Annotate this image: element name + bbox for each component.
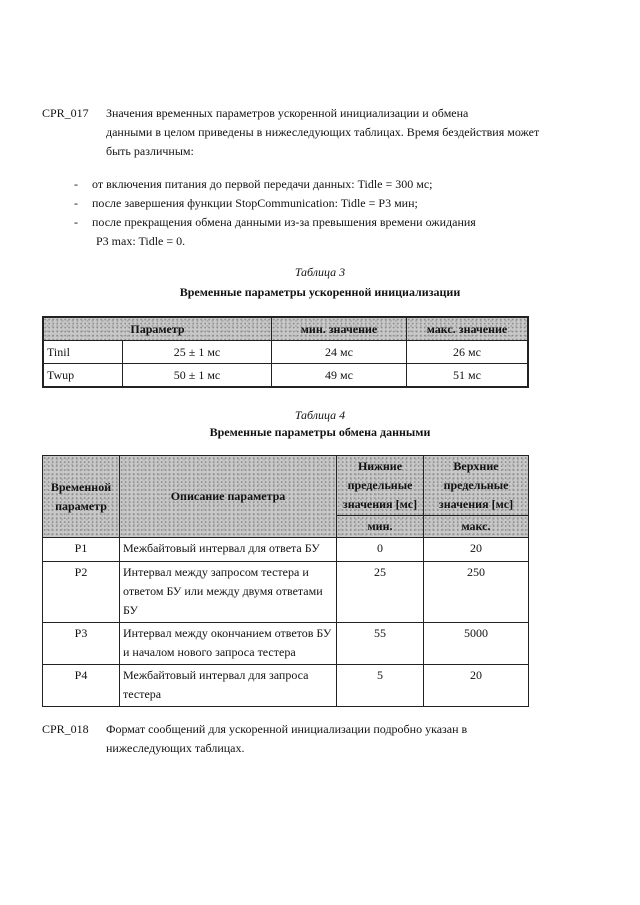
- cell-max: 26 мс: [407, 341, 529, 364]
- cell-max: 5000: [424, 623, 529, 665]
- cell-max: 20: [424, 538, 529, 562]
- cell-min: 49 мс: [272, 364, 407, 388]
- exchange-timing-table: [42, 455, 529, 707]
- cell-min: 0: [337, 538, 424, 562]
- paragraph-line: нижеследующих таблицах.: [106, 741, 245, 755]
- table-row: [43, 364, 528, 388]
- table-row: [43, 623, 529, 665]
- cell-param: P1: [43, 538, 120, 562]
- cell-param: P2: [43, 562, 120, 623]
- header-upper-limits: Верхние предельные значения [мс]: [424, 456, 529, 516]
- header-max: макс.: [424, 516, 529, 538]
- paragraph-label: CPR_017: [42, 106, 89, 120]
- header-min: мин.: [337, 516, 424, 538]
- table-header-row: [43, 456, 529, 516]
- table3-title: Временные параметры ускоренной инициализации: [179, 285, 461, 299]
- table4-title: Временные параметры обмена данными: [209, 425, 431, 439]
- table3-caption: Таблица 3: [294, 265, 346, 279]
- cell-param: P3: [43, 623, 120, 665]
- table-header-row: [43, 317, 528, 341]
- cell-max: 51 мс: [407, 364, 529, 388]
- cell-min: 25: [337, 562, 424, 623]
- cell-name: Tinil: [43, 341, 123, 364]
- list-item-continuation: P3 max: Tidle = 0.: [96, 234, 186, 248]
- paragraph-line: быть различным:: [106, 144, 194, 158]
- cell-param: 50 ± 1 мс: [123, 364, 272, 388]
- table-row: [43, 665, 529, 707]
- list-item: - после завершения функции StopCommunication: Tidle = P3 мин;: [74, 194, 544, 213]
- cell-description: Интервал между окончанием ответов БУ и началом нового запроса тестера: [120, 623, 337, 665]
- paragraph-line: Значения временных параметров ускоренной инициализации и обмена: [106, 106, 469, 120]
- cell-min: 55: [337, 623, 424, 665]
- table-row: [43, 538, 529, 562]
- init-timing-table: [42, 316, 529, 388]
- table-row: [43, 562, 529, 623]
- paragraph-line: Формат сообщений для ускоренной инициализации подробно указан в: [106, 722, 468, 736]
- paragraph-label: CPR_018: [42, 722, 89, 736]
- cell-description: Межбайтовый интервал для ответа БУ: [120, 538, 337, 562]
- header-time-param: Временной параметр: [43, 456, 120, 538]
- cell-description: Интервал между запросом тестера и ответом БУ или между двумя ответами БУ: [120, 562, 337, 623]
- table-row: [43, 341, 528, 364]
- cell-param: P4: [43, 665, 120, 707]
- paragraph-line: данными в целом приведены в нижеследующих таблицах. Время бездействия может: [106, 125, 540, 139]
- header-lower-limits: Нижние предельные значения [мс]: [337, 456, 424, 516]
- list-item: [74, 213, 544, 251]
- header-min: мин. значение: [272, 317, 407, 341]
- cell-min: 24 мс: [272, 341, 407, 364]
- list-item: - от включения питания до первой передачи данных: Tidle = 300 мс;: [74, 175, 544, 194]
- cell-description: Межбайтовый интервал для запроса тестера: [120, 665, 337, 707]
- header-description: Описание параметра: [120, 456, 337, 538]
- paragraph-cpr-017: [42, 104, 562, 161]
- cell-min: 5: [337, 665, 424, 707]
- list-item-text: после прекращения обмена данными из-за превышения времени ожидания: [92, 215, 476, 229]
- cell-max: 20: [424, 665, 529, 707]
- table4-caption: Таблица 4: [294, 408, 346, 422]
- idle-time-list: [74, 175, 544, 251]
- cell-name: Twup: [43, 364, 123, 388]
- header-max: макс. значение: [407, 317, 529, 341]
- cell-max: 250: [424, 562, 529, 623]
- paragraph-cpr-018: [42, 720, 562, 758]
- cell-param: 25 ± 1 мс: [123, 341, 272, 364]
- header-param: Параметр: [43, 317, 272, 341]
